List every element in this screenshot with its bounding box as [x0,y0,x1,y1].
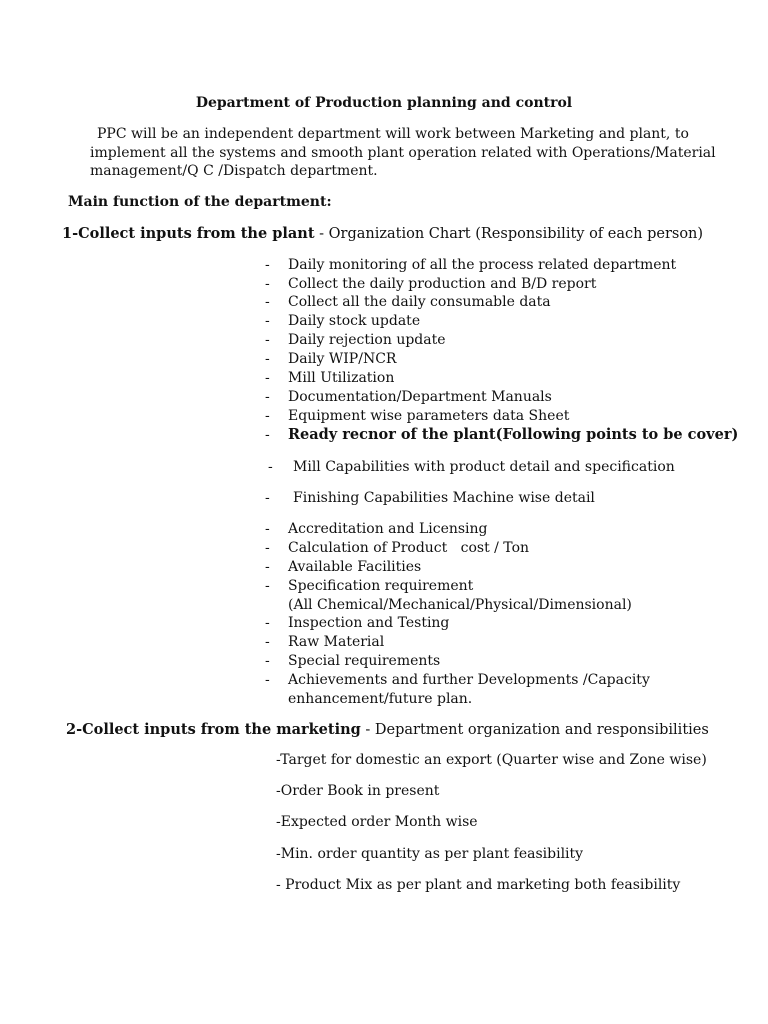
list-item: Specification requirement [288,578,474,594]
list-item: Daily stock update [288,313,421,329]
ready-record-item: Ready recnor of the plant(Following points to be cover) [288,426,739,443]
list-item: Calculation of Product cost / Ton [288,540,530,556]
list-item: Raw Material [288,634,385,650]
list-item: Daily rejection update [288,332,446,348]
list-item: - Product Mix as per plant and marketing both feasibility [276,877,681,893]
list-dash: - [265,370,270,386]
list-item: Collect the daily production and B/D report [288,276,597,292]
list-dash: - [265,408,270,424]
specification-subline: (All Chemical/Mechanical/Physical/Dimensional) [288,597,632,613]
list-dash: - [268,459,273,475]
list-item: Finishing Capabilities Machine wise detail [293,490,595,506]
list-dash: - [265,672,270,688]
list-dash: - [265,389,270,405]
list-dash: - [265,313,270,329]
list-item: -Order Book in present [276,783,440,799]
list-item: Available Facilities [288,559,422,575]
list-dash: - [265,578,270,594]
list-item: Documentation/Department Manuals [288,389,552,405]
list-dash: - [265,351,270,367]
list-item: Daily WIP/NCR [288,351,397,367]
list-dash: - [265,540,270,556]
list-item: -Min. order quantity as per plant feasibility [276,846,584,862]
list-item-continuation: enhancement/future plan. [288,691,473,707]
main-function-heading: Main function of the department: [68,194,332,210]
list-item: -Target for domestic an export (Quarter wise and Zone wise) [276,752,707,768]
list-item: Special requirements [288,653,441,669]
list-dash: - [265,634,270,650]
list-dash: - [265,427,270,443]
list-dash: - [265,257,270,273]
list-item: -Expected order Month wise [276,814,478,830]
list-dash: - [265,559,270,575]
page-title: Department of Production planning and control [195,95,573,111]
list-dash: - [265,490,270,506]
list-item: Mill Capabilities with product detail and specification [293,459,675,475]
section-2-heading [66,720,709,740]
intro-line-3: management/Q C /Dispatch department. [90,163,378,179]
list-dash: - [265,521,270,537]
list-item: Equipment wise parameters data Sheet [288,408,570,424]
list-dash: - [265,276,270,292]
section-2-heading-bold: 2-Collect inputs from the marketing [66,721,361,738]
list-item: Daily monitoring of all the process related department [288,257,677,273]
list-item: Achievements and further Developments /Capacity [288,672,650,688]
list-item: Collect all the daily consumable data [288,294,551,310]
section-1-heading-bold: 1-Collect inputs from the plant [62,225,315,242]
list-item: Mill Utilization [288,370,395,386]
intro-line-2: implement all the systems and smooth plant operation related with Operations/Material [90,145,716,161]
section-2-heading-rest: - Department organization and responsibilities [360,722,709,738]
list-item: Accreditation and Licensing [288,521,488,537]
section-1-heading-rest: - Organization Chart ( [314,226,481,242]
intro-line-1: PPC will be an independent department will work between Marketing and plant, to [97,126,689,142]
list-dash: - [265,294,270,310]
list-item: Inspection and Testing [288,615,450,631]
list-dash: - [265,332,270,348]
list-dash: - [265,615,270,631]
list-dash: - [265,653,270,669]
section-1-heading-tail: Responsibility of each person) [480,226,704,242]
section-1-heading [62,224,703,244]
